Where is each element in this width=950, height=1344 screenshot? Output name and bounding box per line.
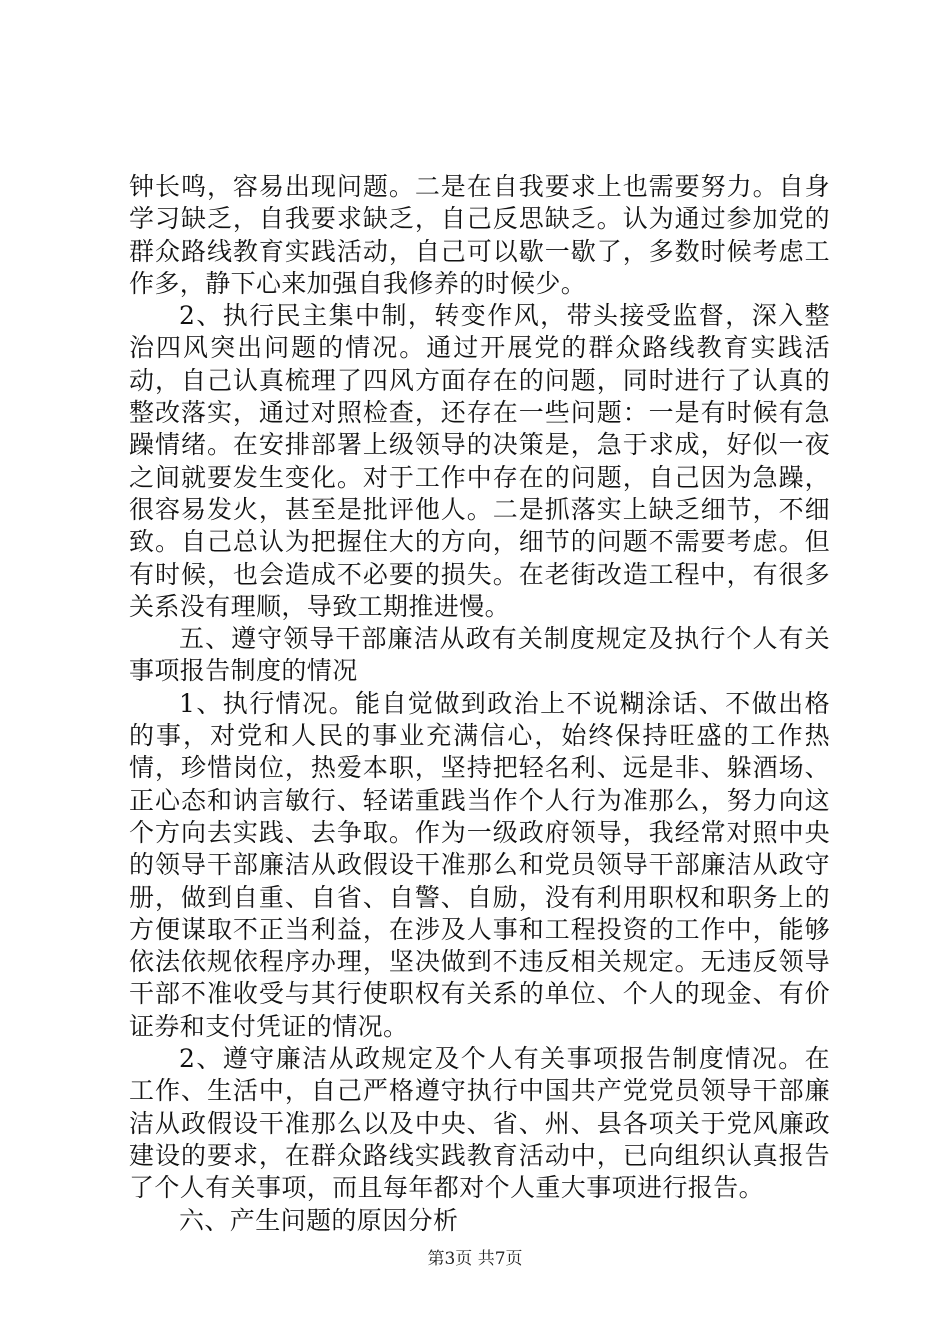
section-heading-six: 六、产生问题的原因分析 xyxy=(179,1205,459,1235)
document-body xyxy=(129,171,830,1237)
page-number: 第3页 共7页 xyxy=(427,1249,523,1269)
paragraph-democratic-centralism: 2、执行民主集中制，转变作风，带头接受监督，深入整治四风突出问题的情况。通过开展党的群众路线教育实践活动，自己认真梳理了四风方面存在的问题，同时进行了认真的整改落实，通过对照检查，还存在一些问题：一是有时候有急躁情绪。在安排部署上级领导的决策是，急于求成，好似一夜之间就要发生变化。对于工作中存在的问题，自己因为急躁，很容易发火，甚至是批评他人。二是抓落实上缺乏细节，不细致。自己总认为把握住大的方向，细节的问题不需要考虑。但有时候，也会造成不必要的损失。在老街改造工程中，有很多关系没有理顺，导致工期推进慢。 xyxy=(129,301,830,621)
paragraph-continuation: 钟长鸣，容易出现问题。二是在自我要求上也需要努力。自身学习缺乏，自我要求缺乏，自己反思缺乏。认为通过参加党的群众路线教育实践活动，自己可以歇一歇了，多数时候考虑工作多，静下心来加强自我修养的时候少。 xyxy=(129,172,830,298)
paragraph-reporting-compliance: 2、遵守廉洁从政规定及个人有关事项报告制度情况。在工作、生活中，自己严格遵守执行中国共产党党员领导干部廉洁从政假设干准那么以及中央、省、州、县各项关于党风廉政建设的要求，在群众路线实践教育活动中，已向组织认真报告了个人有关事项，而且每年都对个人重大事项进行报告。 xyxy=(129,1044,830,1203)
section-heading-five: 五、遵守领导干部廉洁从政有关制度规定及执行个人有关事项报告制度的情况 xyxy=(129,624,830,686)
paragraph-execution-status: 1、执行情况。能自觉做到政治上不说糊涂话、不做出格的事，对党和人民的事业充满信心，始终保持旺盛的工作热情，珍惜岗位，热爱本职，坚持把轻名利、远是非、躲酒场、正心态和讷言敏行、轻诺重践当作个人行为准那么，努力向这个方向去实践、去争取。作为一级政府领导，我经常对照中央的领导干部廉洁从政假设干准那么和党员领导干部廉洁从政守册，做到自重、自省、自警、自励，没有利用职权和职务上的方便谋取不正当利益，在涉及人事和工程投资的工作中，能够依法依规依程序办理，坚决做到不违反相关规定。无违反领导干部不准收受与其行使职权有关系的单位、个人的现金、有价证券和支付凭证的情况。 xyxy=(129,688,830,1041)
